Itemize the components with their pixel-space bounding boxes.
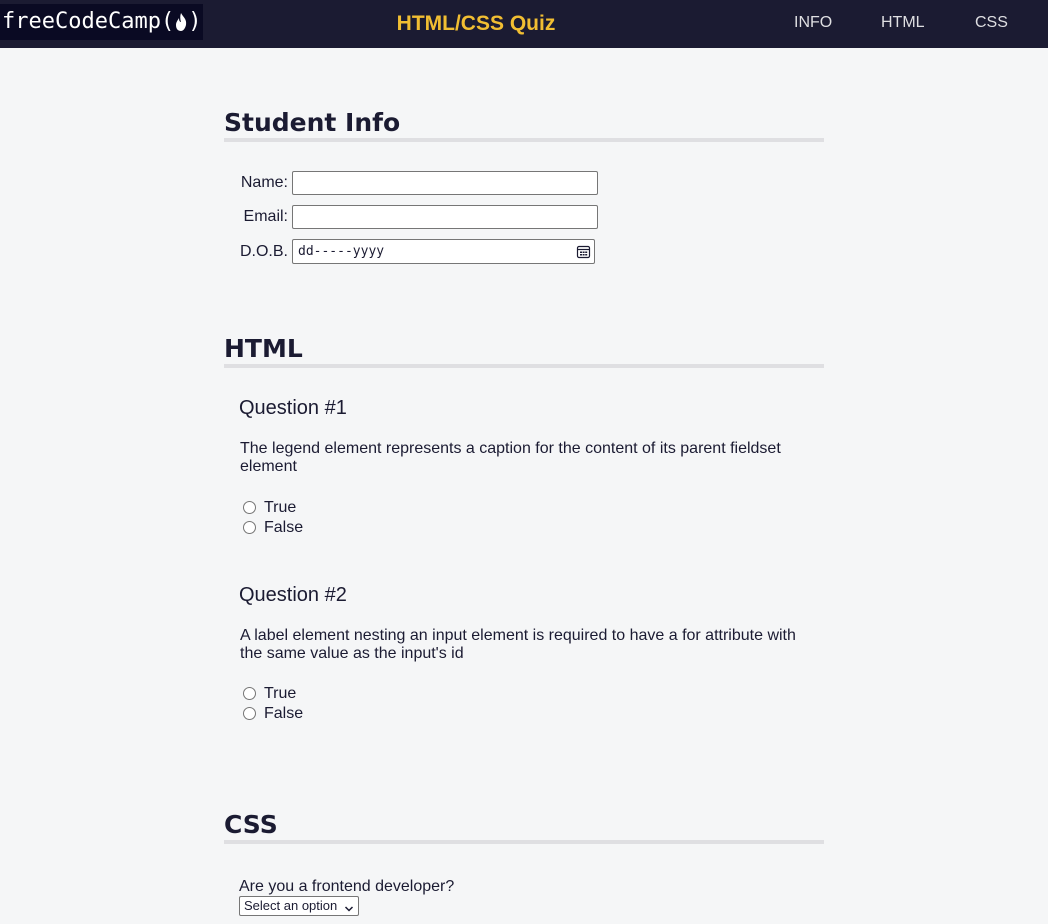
css-section-heading: CSS: [224, 810, 824, 844]
frontend-question-label: Are you a frontend developer?: [239, 878, 455, 895]
q2-option-false-label[interactable]: False: [264, 705, 304, 722]
frontend-select[interactable]: [239, 896, 359, 916]
logo-text: freeCodeCamp(: [2, 9, 175, 34]
dob-label: D.O.B.: [239, 243, 288, 260]
question-1-title: Question #1: [239, 397, 347, 419]
logo-text-close: ): [188, 9, 202, 34]
chevron-down-icon: [344, 901, 354, 919]
q1-option-false-label[interactable]: False: [264, 519, 304, 536]
radio-button[interactable]: [243, 687, 256, 700]
name-input[interactable]: [292, 171, 598, 195]
top-navbar: [0, 0, 1048, 48]
radio-button[interactable]: [243, 707, 256, 720]
question-1-text: The legend element represents a caption for the content of its parent fieldset element: [240, 440, 781, 475]
radio-button[interactable]: [243, 501, 256, 514]
email-input[interactable]: [292, 205, 598, 229]
dob-placeholder: dd-----yyyy: [298, 244, 385, 259]
select-value: Select an option: [244, 898, 338, 913]
calendar-icon[interactable]: [576, 244, 591, 259]
email-label: Email:: [243, 208, 288, 225]
nav-link-html[interactable]: HTML: [881, 14, 925, 31]
html-section-heading: HTML: [224, 334, 824, 368]
freecodecamp-logo[interactable]: [0, 4, 203, 40]
question-2-title: Question #2: [239, 584, 347, 606]
nav-link-info[interactable]: INFO: [794, 14, 833, 31]
q1-option-true-label[interactable]: True: [264, 499, 297, 516]
name-label: Name:: [240, 174, 288, 191]
fire-icon: [174, 8, 188, 44]
dob-date-input[interactable]: [292, 239, 595, 264]
student-info-heading: Student Info: [224, 108, 824, 142]
question-2-text: A label element nesting an input element is required to have a for attribute with the same value as the input's id: [240, 627, 796, 662]
nav-link-css[interactable]: CSS: [975, 14, 1008, 31]
page-title: HTML/CSS Quiz: [396, 12, 556, 35]
q2-option-true-label[interactable]: True: [264, 685, 297, 702]
radio-button[interactable]: [243, 521, 256, 534]
